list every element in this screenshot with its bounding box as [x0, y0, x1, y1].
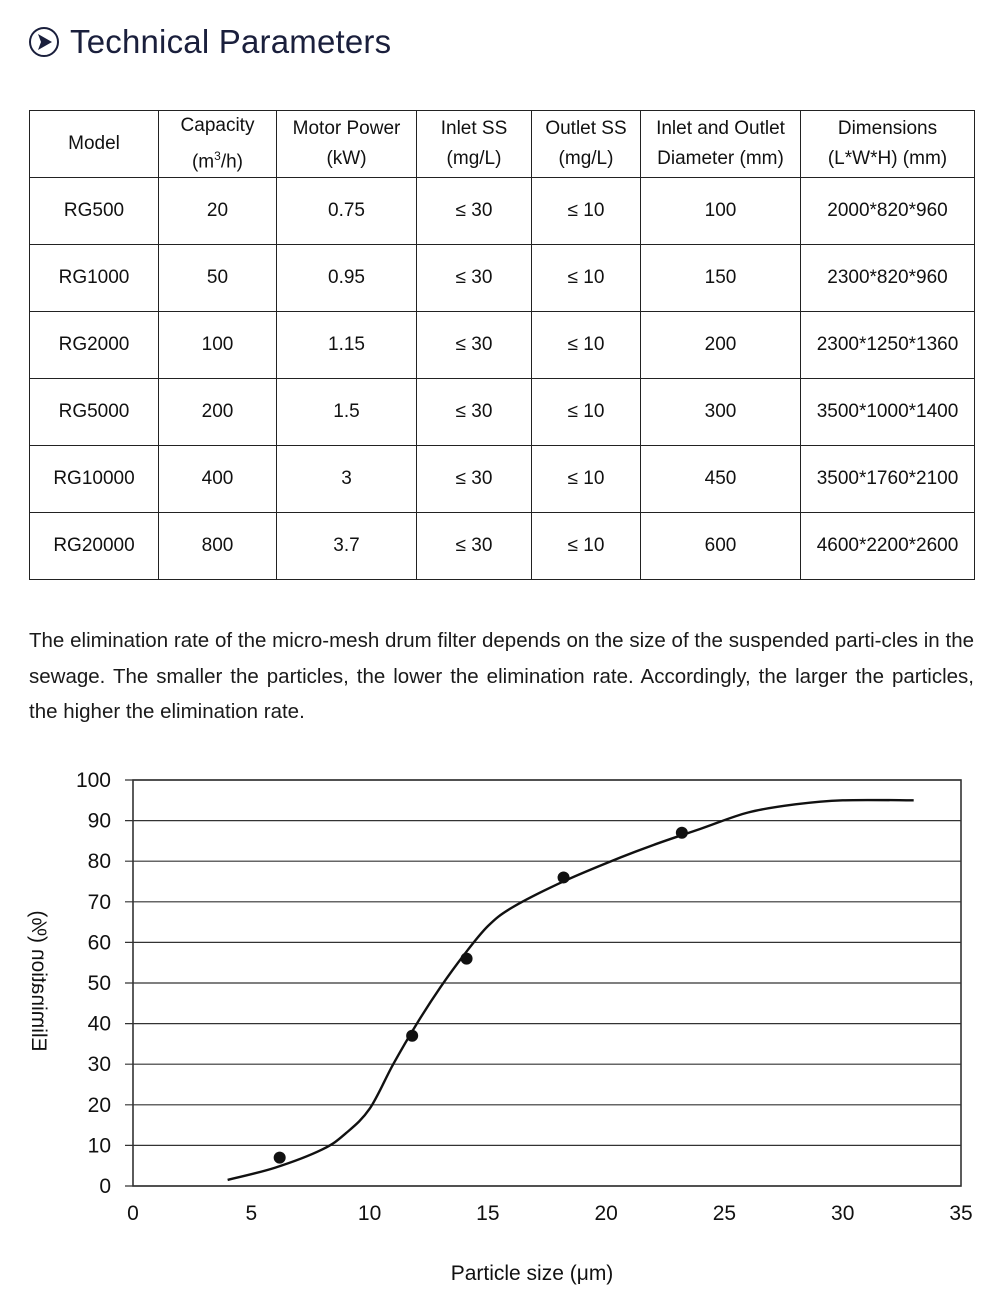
table-cell: ≤ 30 — [417, 379, 532, 446]
y-tick-label: 90 — [87, 809, 111, 833]
y-tick-label: 20 — [87, 1093, 111, 1117]
x-tick-label: 0 — [127, 1202, 139, 1225]
x-tick-label: 5 — [245, 1202, 258, 1225]
table-cell: 3500*1000*1400 — [801, 379, 975, 446]
table-cell: 450 — [641, 446, 801, 513]
table-cell: ≤ 30 — [417, 446, 532, 513]
x-tick-label: 35 — [949, 1202, 973, 1225]
elimination-curve — [228, 800, 914, 1180]
table-cell: ≤ 10 — [532, 513, 641, 580]
x-axis-label: Particle size (μm) — [450, 1262, 614, 1285]
table-cell: 2300*820*960 — [801, 245, 975, 312]
table-cell: 2300*1250*1360 — [801, 312, 975, 379]
table-cell: ≤ 30 — [417, 513, 532, 580]
table-cell: 1.15 — [277, 312, 417, 379]
table-row — [30, 312, 975, 379]
table-row — [30, 245, 975, 312]
y-tick-label: 70 — [87, 890, 111, 914]
y-tick-label: 0 — [99, 1175, 111, 1198]
table-cell: 4600*2200*2600 — [801, 513, 975, 580]
page-title: Technical Parameters — [70, 23, 392, 60]
y-tick-label: 100 — [75, 769, 111, 792]
table-row — [30, 446, 975, 513]
table-row — [30, 379, 975, 446]
x-tick-label: 20 — [594, 1202, 618, 1225]
table-cell: 1.5 — [277, 379, 417, 446]
header-inlet-ss: Inlet SS (mg/L) — [417, 111, 532, 178]
table-cell: RG2000 — [30, 312, 159, 379]
table-cell: ≤ 10 — [532, 178, 641, 245]
y-tick-label: 10 — [87, 1134, 111, 1158]
table-cell: ≤ 30 — [417, 178, 532, 245]
x-tick-label: 10 — [357, 1202, 382, 1225]
header-motor-power: Motor Power (kW) — [277, 111, 417, 178]
table-header-row — [30, 111, 975, 178]
header-outlet-ss: Outlet SS (mg/L) — [532, 111, 641, 178]
table-cell: ≤ 30 — [417, 245, 532, 312]
table-cell: ≤ 30 — [417, 312, 532, 379]
chart-grid — [125, 780, 961, 1186]
description-paragraph: The elimination rate of the micro-mesh drum filter depends on the size of the suspended parti-cles in the sewage. The smaller the particles, the lower the elimination rate. Accordingly, the larger the particles, the higher the elimination rate. — [29, 629, 974, 723]
table-cell: 3500*1760*2100 — [801, 446, 975, 513]
data-point — [461, 953, 473, 965]
y-tick-label: 50 — [87, 972, 111, 995]
x-tick-label: 15 — [476, 1202, 500, 1225]
data-point — [676, 827, 688, 839]
data-point — [406, 1030, 418, 1042]
table-cell: 2000*820*960 — [801, 178, 975, 245]
table-cell: ≤ 10 — [532, 379, 641, 446]
table-row — [30, 178, 975, 245]
header-model: Model — [30, 111, 159, 178]
data-point — [558, 871, 570, 883]
table-cell: ≤ 10 — [532, 245, 641, 312]
table-cell: 0.75 — [277, 178, 417, 245]
chart-points-layer — [274, 827, 688, 1164]
table-cell: 300 — [641, 379, 801, 446]
table-cell: ≤ 10 — [532, 446, 641, 513]
data-point — [274, 1152, 286, 1164]
y-tick-label: 80 — [87, 850, 111, 874]
table-cell: 800 — [159, 513, 277, 580]
header-diameter: Inlet and Outlet Diameter (mm) — [641, 111, 801, 178]
table-cell: 200 — [641, 312, 801, 379]
y-tick-label: 30 — [87, 1053, 111, 1077]
table-cell: 400 — [159, 446, 277, 513]
section-heading — [28, 20, 391, 64]
table-cell: 200 — [159, 379, 277, 446]
y-tick-label: 60 — [87, 931, 111, 955]
elimination-rate-chart — [0, 750, 1000, 1306]
table-cell: 3 — [277, 446, 417, 513]
table-cell: 50 — [159, 245, 277, 312]
table-cell: RG10000 — [30, 446, 159, 513]
table-cell: RG5000 — [30, 379, 159, 446]
table-cell: 100 — [159, 312, 277, 379]
y-tick-label: 40 — [87, 1012, 111, 1036]
table-cell: RG20000 — [30, 513, 159, 580]
header-capacity: Capacity $(m^3/h)$ — [159, 111, 277, 178]
table-cell: 100 — [641, 178, 801, 245]
table-cell: 150 — [641, 245, 801, 312]
table-cell: 20 — [159, 178, 277, 245]
header-dimensions: Dimensions (L*W*H) (mm) — [801, 111, 975, 178]
table-cell: ≤ 10 — [532, 312, 641, 379]
x-tick-label: 25 — [712, 1202, 737, 1225]
table-cell: RG500 — [30, 178, 159, 245]
table-cell: 3.7 — [277, 513, 417, 580]
table-cell: 0.95 — [277, 245, 417, 312]
x-tick-label: 30 — [831, 1202, 855, 1225]
chevron-circle-right-icon — [28, 26, 60, 58]
chart-curve-layer — [228, 800, 914, 1180]
table-row — [30, 513, 975, 580]
table-cell: RG1000 — [30, 245, 159, 312]
chart-labels — [27, 769, 973, 1285]
y-axis-label: Elimination (%) — [27, 910, 50, 1052]
technical-parameters-table — [29, 110, 975, 580]
table-cell: 600 — [641, 513, 801, 580]
